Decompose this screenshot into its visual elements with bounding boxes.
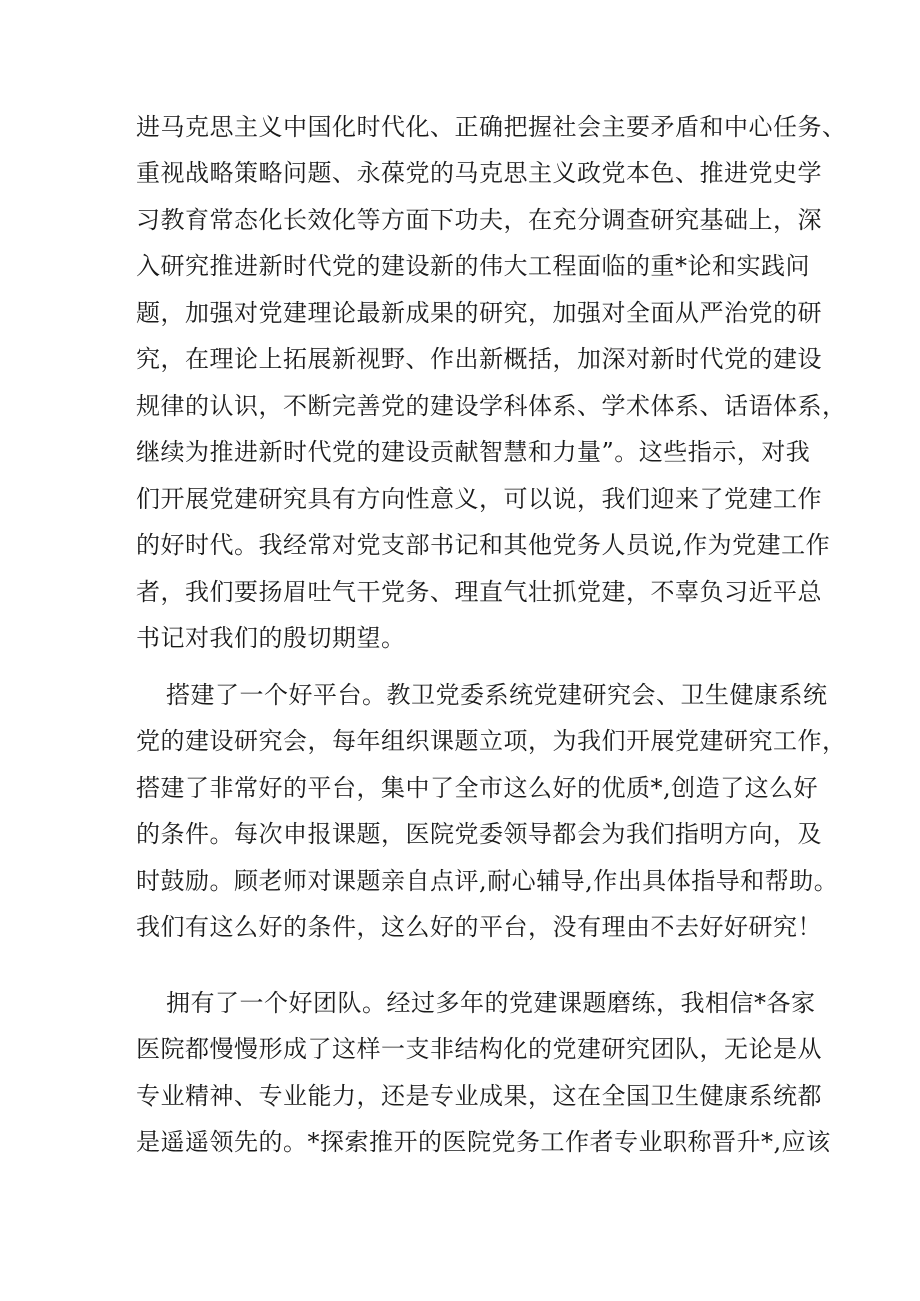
- paragraph-3-line-1: 拥有了一个好团队。经过多年的党建课题磨练，我相信*各家: [166, 989, 816, 1017]
- paragraph-3-line-3: 专业精神、专业能力，还是专业成果，这在全国卫生健康系统都: [136, 1082, 822, 1110]
- paragraph-2-line-2: 党的建设研究会，每年组织课题立项，为我们开展党建研究工作，: [136, 727, 847, 755]
- paragraph-1-line-10: 的好时代。我经常对党支部书记和其他党务人员说,作为党建工作: [136, 531, 831, 559]
- paragraph-1-line-8: 继续为推进新时代党的建设贡献智慧和力量”。这些指示，对我: [136, 438, 811, 466]
- paragraph-2-line-6: 我们有这么好的条件，这么好的平台，没有理由不去好好研究！: [136, 913, 822, 941]
- paragraph-1-line-2: 重视战略策略问题、永葆党的马克思主义政党本色、推进党史学: [136, 159, 822, 187]
- paragraph-1-line-6: 究，在理论上拓展新视野、作出新概括，加深对新时代党的建设: [136, 345, 822, 373]
- paragraph-1-line-12: 书记对我们的殷切期望。: [136, 624, 406, 652]
- paragraph-2-line-5: 时鼓励。顾老师对课题亲自点评,耐心辅导,作出具体指导和帮助。: [136, 867, 839, 895]
- paragraph-1-line-11: 者，我们要扬眉吐气干党务、理直气壮抓党建，不辜负习近平总: [136, 578, 822, 606]
- paragraph-1-line-7: 规律的认识，不断完善党的建设学科体系、学术体系、话语体系，: [136, 392, 847, 420]
- paragraph-3-line-4: 是遥遥领先的。*探索推开的医院党务工作者专业职称晋升*,应该: [136, 1128, 831, 1156]
- paragraph-1-line-1: 进马克思主义中国化时代化、正确把握社会主要矛盾和中心任务、: [136, 113, 847, 141]
- paragraph-1-line-9: 们开展党建研究具有方向性意义，可以说，我们迎来了党建工作: [136, 485, 822, 513]
- paragraph-1-line-4: 入研究推进新时代党的建设新的伟大工程面临的重*论和实践问: [136, 252, 810, 280]
- paragraph-1-line-3: 习教育常态化长效化等方面下功夫，在充分调查研究基础上，深: [136, 206, 822, 234]
- paragraph-2-line-3: 搭建了非常好的平台，集中了全市这么好的优质*,创造了这么好: [136, 774, 819, 802]
- paragraph-3-line-2: 医院都慢慢形成了这样一支非结构化的党建研究团队，无论是从: [136, 1035, 822, 1063]
- paragraph-2-line-4: 的条件。每次申报课题，医院党委领导都会为我们指明方向，及: [136, 820, 822, 848]
- paragraph-1-line-5: 题，加强对党建理论最新成果的研究，加强对全面从严治党的研: [136, 299, 822, 327]
- paragraph-2-line-1: 搭建了一个好平台。教卫党委系统党建研究会、卫生健康系统: [166, 681, 828, 709]
